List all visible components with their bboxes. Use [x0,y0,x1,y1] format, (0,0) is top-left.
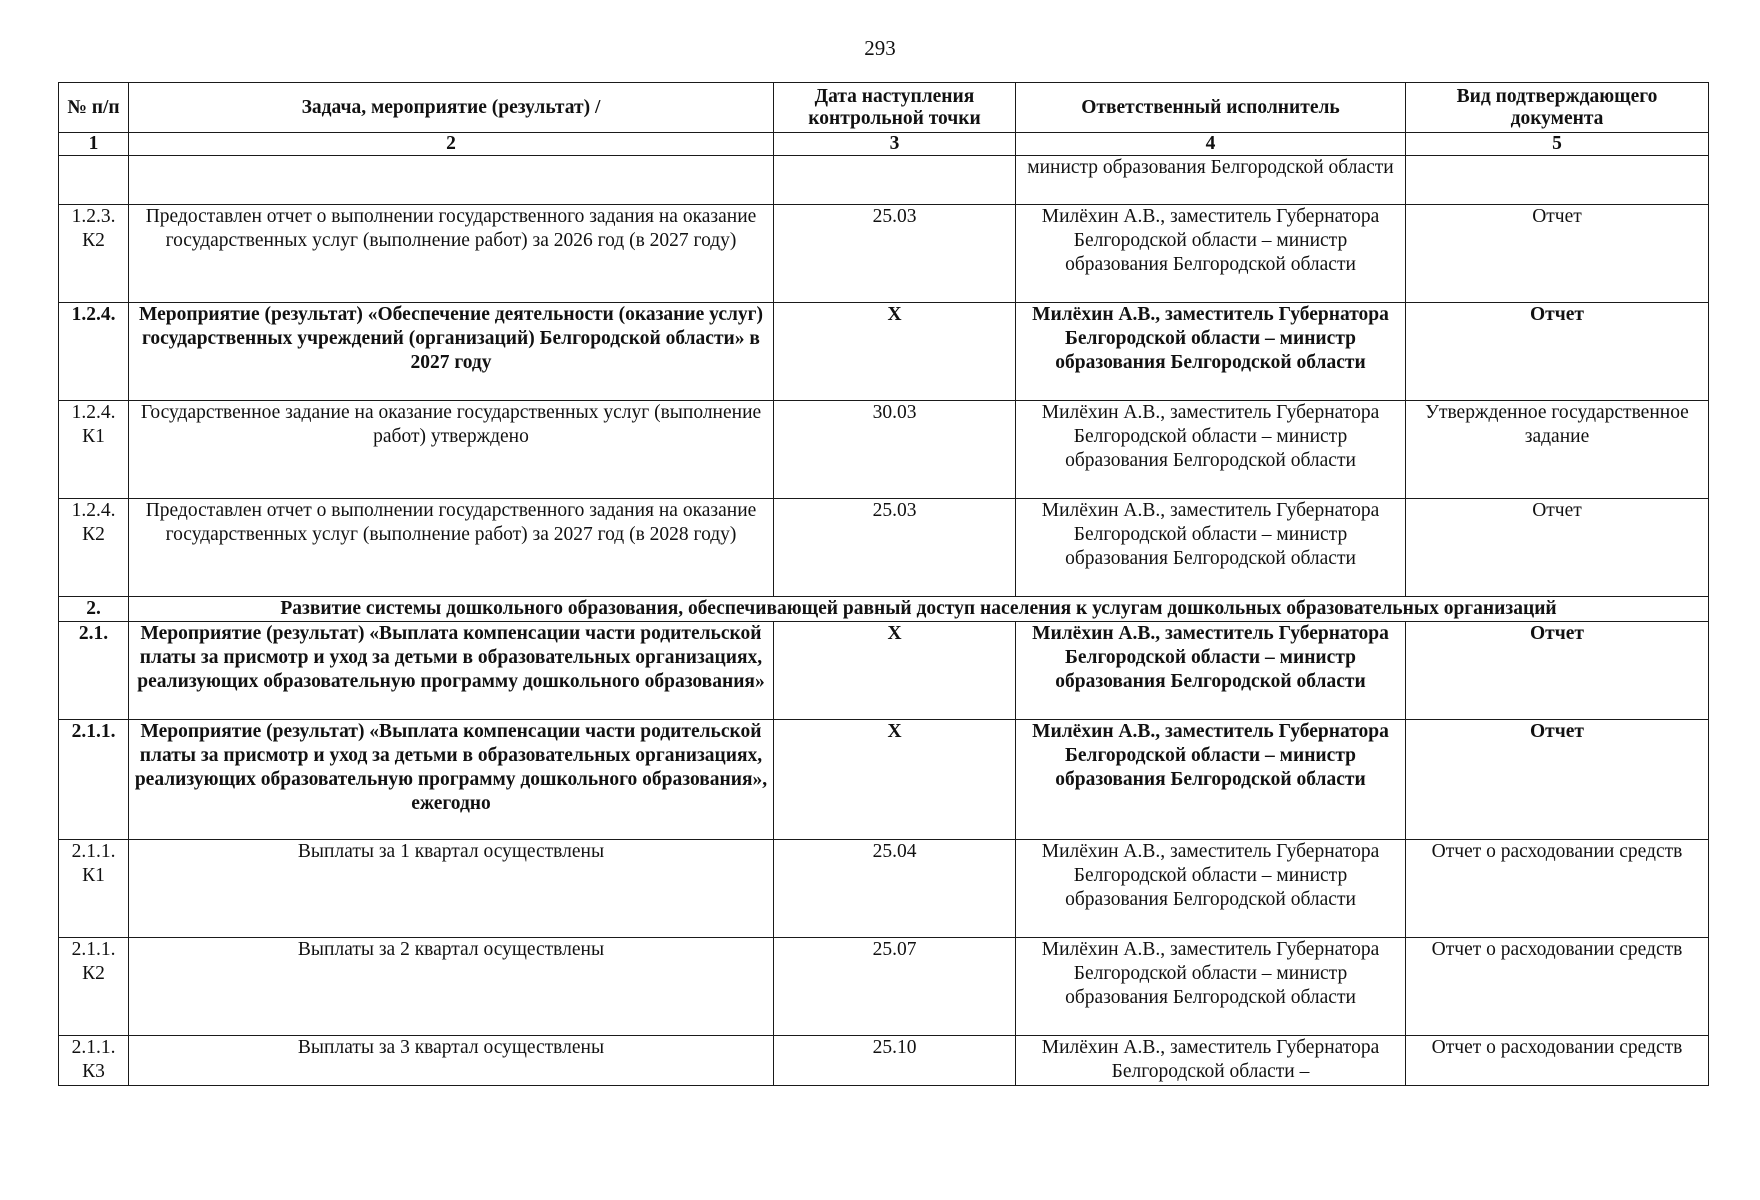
row-document: Отчет [1406,303,1709,401]
row-date: X [774,720,1016,840]
row-document: Отчет [1406,720,1709,840]
column-number: 4 [1016,133,1406,156]
row-date: X [774,622,1016,720]
section-num: 2. [59,597,129,622]
row-document [1406,156,1709,205]
column-number: 2 [129,133,774,156]
row-task: Предоставлен отчет о выполнении государственного задания на оказание государственных услуг (выполнение работ) за 2026 год (в 2027 году) [129,205,774,303]
page-number: 293 [864,36,896,60]
control-points-table [58,82,1709,1086]
section-title: Развитие системы дошкольного образования, обеспечивающей равный доступ населения к услугам дошкольных образовательных организаций [129,597,1709,622]
row-executor: Милёхин А.В., заместитель Губернатора Белгородской области – [1016,1036,1406,1086]
column-number: 3 [774,133,1016,156]
header-executor: Ответственный исполнитель [1016,83,1406,133]
header-task: Задача, мероприятие (результат) / [129,83,774,133]
row-document: Отчет о расходовании средств [1406,840,1709,938]
row-task: Выплаты за 1 квартал осуществлены [129,840,774,938]
table-row [59,499,1709,597]
row-document: Отчет [1406,499,1709,597]
row-task: Мероприятие (результат) «Обеспечение деятельности (оказание услуг) государственных учреждений (организаций) Белгородской области» в 2027 году [129,303,774,401]
table-row [59,720,1709,840]
row-date: 25.10 [774,1036,1016,1086]
row-task: Мероприятие (результат) «Выплата компенсации части родительской платы за присмотр и уход за детьми в образовательных организациях, реализующих образовательную программу дошкольного образования» [129,622,774,720]
row-date: 25.03 [774,205,1016,303]
row-num [59,156,129,205]
row-task: Выплаты за 3 квартал осуществлены [129,1036,774,1086]
row-date: 25.03 [774,499,1016,597]
row-executor: Милёхин А.В., заместитель Губернатора Белгородской области – министр образования Белгородской области [1016,303,1406,401]
row-executor: Милёхин А.В., заместитель Губернатора Белгородской области – министр образования Белгородской области [1016,205,1406,303]
row-executor: Милёхин А.В., заместитель Губернатора Белгородской области – министр образования Белгородской области [1016,622,1406,720]
row-task [129,156,774,205]
header-document: Вид подтверждающего документа [1406,83,1709,133]
row-executor: Милёхин А.В., заместитель Губернатора Белгородской области – министр образования Белгородской области [1016,401,1406,499]
row-executor: Милёхин А.В., заместитель Губернатора Белгородской области – министр образования Белгородской области [1016,840,1406,938]
table-row [59,622,1709,720]
row-document: Утвержденное государственное задание [1406,401,1709,499]
row-task: Предоставлен отчет о выполнении государственного задания на оказание государственных услуг (выполнение работ) за 2027 год (в 2028 году) [129,499,774,597]
row-date: 25.04 [774,840,1016,938]
row-executor: министр образования Белгородской области [1016,156,1406,205]
table-row [59,303,1709,401]
row-num: 2.1.1. [59,720,129,840]
row-num: 2.1.1. К1 [59,840,129,938]
row-document: Отчет [1406,622,1709,720]
row-num: 1.2.4. К1 [59,401,129,499]
table-row [59,156,1709,205]
table-row [59,401,1709,499]
row-task: Выплаты за 2 квартал осуществлены [129,938,774,1036]
row-date [774,156,1016,205]
header-num: № п/п [59,83,129,133]
column-number: 1 [59,133,129,156]
row-num: 1.2.4. К2 [59,499,129,597]
row-num: 2.1. [59,622,129,720]
header-date: Дата наступления контрольной точки [774,83,1016,133]
row-num: 1.2.4. [59,303,129,401]
table-header-row [59,83,1709,133]
column-number-row [59,133,1709,156]
table-row [59,840,1709,938]
row-executor: Милёхин А.В., заместитель Губернатора Белгородской области – министр образования Белгородской области [1016,720,1406,840]
column-number: 5 [1406,133,1709,156]
row-document: Отчет о расходовании средств [1406,1036,1709,1086]
row-executor: Милёхин А.В., заместитель Губернатора Белгородской области – министр образования Белгородской области [1016,938,1406,1036]
row-task: Государственное задание на оказание государственных услуг (выполнение работ) утверждено [129,401,774,499]
table-row [59,1036,1709,1086]
row-executor: Милёхин А.В., заместитель Губернатора Белгородской области – министр образования Белгородской области [1016,499,1406,597]
row-document: Отчет о расходовании средств [1406,938,1709,1036]
row-document: Отчет [1406,205,1709,303]
row-num: 2.1.1. К2 [59,938,129,1036]
table-row [59,938,1709,1036]
row-num: 1.2.3. К2 [59,205,129,303]
table-row [59,205,1709,303]
row-num: 2.1.1. К3 [59,1036,129,1086]
row-task: Мероприятие (результат) «Выплата компенсации части родительской платы за присмотр и уход за детьми в образовательных организациях, реализующих образовательную программу дошкольного образования», ежегодно [129,720,774,840]
section-row [59,597,1709,622]
row-date: X [774,303,1016,401]
row-date: 25.07 [774,938,1016,1036]
row-date: 30.03 [774,401,1016,499]
